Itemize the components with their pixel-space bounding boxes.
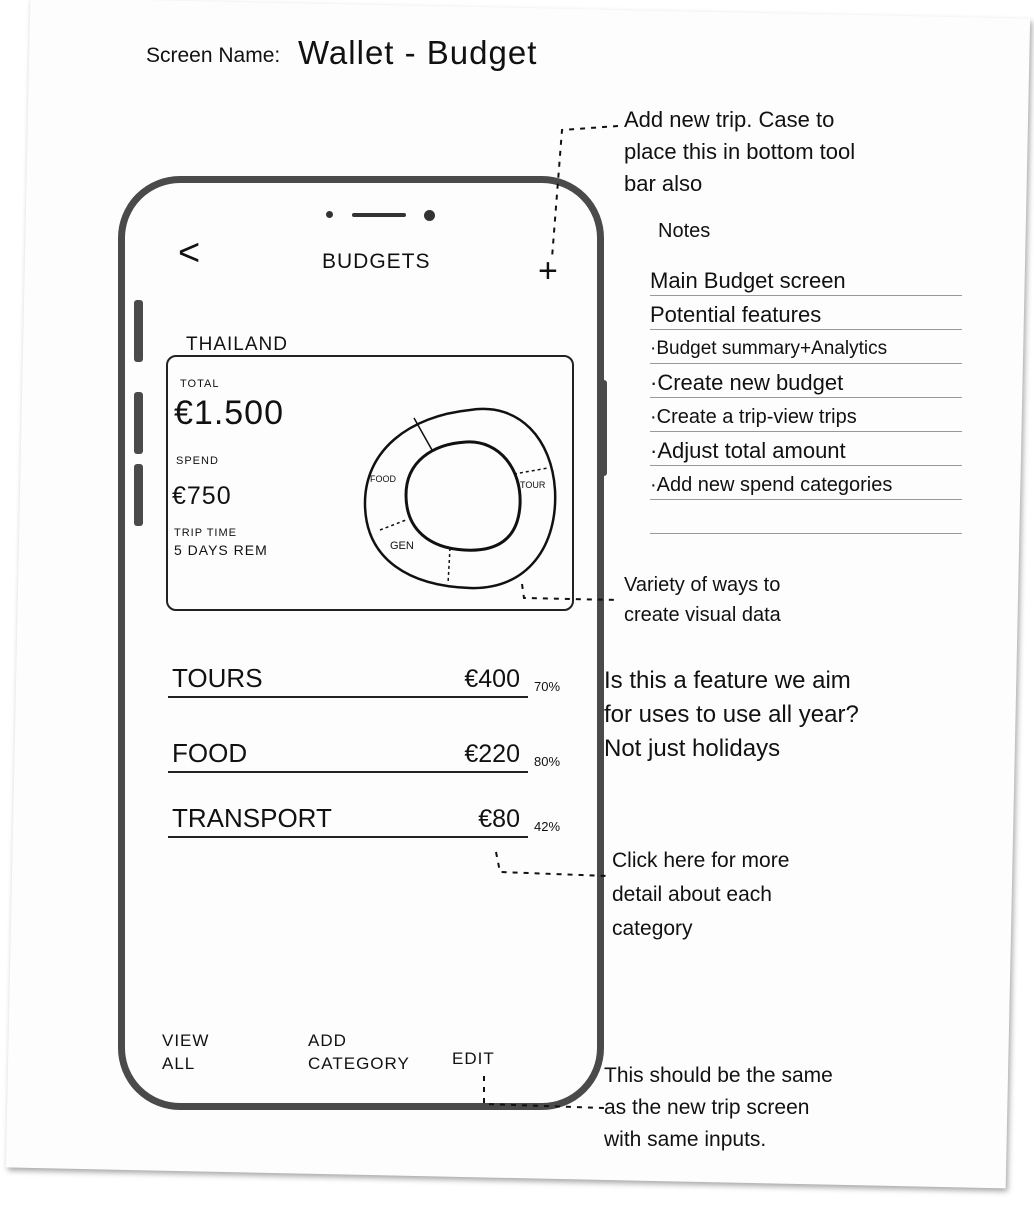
trip-time-value: 5 DAYS REM xyxy=(174,542,268,558)
leader-visual-data xyxy=(522,584,618,600)
notes-line: ·Add new spend categories xyxy=(650,466,962,500)
annotation-visual-data xyxy=(624,570,781,630)
notes-line xyxy=(650,500,962,534)
annotation-feature-question xyxy=(604,664,859,766)
annotation-line: Variety of ways to xyxy=(624,574,781,596)
trip-time-label: TRIP TIME xyxy=(174,527,237,539)
annotation-line: detail about each xyxy=(612,883,772,906)
category-amount: €220 xyxy=(464,740,520,768)
category-amount: €80 xyxy=(478,805,520,833)
category-name: TRANSPORT xyxy=(172,803,332,833)
trip-name: THAILAND xyxy=(186,334,288,355)
donut-label-gen: GEN xyxy=(390,540,414,552)
annotation-line: as the new trip screen xyxy=(604,1096,810,1119)
annotation-line: place this in bottom tool xyxy=(624,139,856,164)
category-name: TOURS xyxy=(172,663,263,693)
annotation-line: for uses to use all year? xyxy=(604,701,859,728)
annotation-line: This should be the same xyxy=(604,1064,833,1087)
notes-line: ·Create new budget xyxy=(650,364,962,398)
view-all-label-line: ALL xyxy=(162,1053,196,1073)
annotation-edit xyxy=(604,1060,833,1156)
page-title: BUDGETS xyxy=(322,250,431,273)
screen-name-value: Wallet - Budget xyxy=(298,34,538,71)
spend-amount: €750 xyxy=(172,482,232,510)
add-category-label-line: ADD xyxy=(308,1031,347,1050)
leader-add-trip xyxy=(552,126,618,258)
notes-title: Notes xyxy=(658,220,711,242)
spend-label: SPEND xyxy=(176,455,219,467)
category-percent: 42% xyxy=(534,819,561,834)
notes-line: Main Budget screen xyxy=(650,262,962,296)
donut-label-tour: TOUR xyxy=(520,480,546,490)
total-label: TOTAL xyxy=(180,378,220,390)
add-category-label-line: CATEGORY xyxy=(308,1053,410,1073)
annotation-add-trip xyxy=(624,104,855,200)
category-name: FOOD xyxy=(172,738,248,768)
notes-line: ·Adjust total amount xyxy=(650,432,962,466)
notes-line: ·Create a trip-view trips xyxy=(650,398,962,432)
notes-line: ·Budget summary+Analytics xyxy=(650,330,962,364)
notes-list xyxy=(650,262,962,534)
annotation-line: Add new trip. Case to xyxy=(624,107,835,132)
back-icon[interactable]: < xyxy=(178,232,201,274)
annotation-line: Is this a feature we aim xyxy=(604,667,851,694)
category-percent: 70% xyxy=(534,679,561,694)
leader-category xyxy=(496,852,608,876)
donut-label-food: FOOD xyxy=(370,474,396,484)
screen-name-label: Screen Name: xyxy=(146,44,281,67)
add-trip-icon[interactable]: + xyxy=(538,252,558,290)
category-amount: €400 xyxy=(464,665,520,693)
leader-edit xyxy=(484,1076,604,1108)
notes-line: Potential features xyxy=(650,296,962,330)
annotation-line: with same inputs. xyxy=(604,1128,767,1151)
total-amount: €1.500 xyxy=(174,394,284,432)
category-percent: 80% xyxy=(534,754,561,769)
annotation-line: category xyxy=(612,917,693,940)
annotation-line: Click here for more xyxy=(612,849,790,872)
annotation-line: Not just holidays xyxy=(604,735,781,762)
annotation-line: create visual data xyxy=(624,604,781,626)
edit-button[interactable]: EDIT xyxy=(452,1049,495,1068)
view-all-label-line: VIEW xyxy=(162,1031,210,1050)
annotation-category-detail xyxy=(612,844,789,946)
annotation-line: bar also xyxy=(624,171,703,196)
